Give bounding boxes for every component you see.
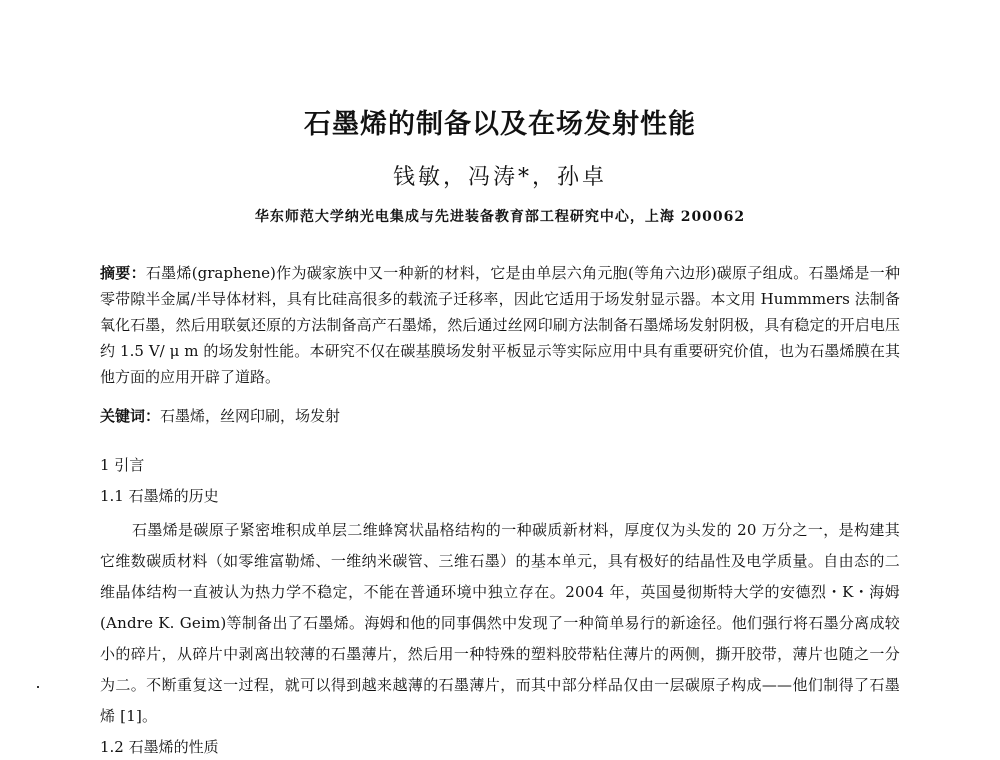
author-list: 钱敏，冯涛*，孙卓 bbox=[392, 165, 607, 190]
abstract bbox=[100, 260, 900, 390]
keywords-text: 石墨烯，丝网印刷，场发射 bbox=[160, 407, 341, 425]
keywords bbox=[100, 403, 900, 429]
abstract-label: 摘要： bbox=[100, 264, 146, 282]
abstract-text: 石墨烯(graphene)作为碳家族中又一种新的材料，它是由单层六角元胞(等角六边形)碳原子组成。石墨烯是一种零带隙半金属/半导体材料，具有比硅高很多的载流子迁移率，因此它适用于场发射显示器。本文用 Hummmers 法制备氧化石墨，然后用联氨还原的方法制备高产石墨烯，然后通过丝网印刷方法制备石墨烯场发射阴极，具有稳定的开启电压约 1.5 V/ μ m 的场发射性能。本研究不仅在碳基膜场发射平板显示等实际应用中具有重要研究价值，也为石墨烯膜在其他方面的应用开辟了道路。 bbox=[100, 264, 900, 386]
keywords-label: 关键词： bbox=[100, 407, 161, 425]
section-heading-introduction: 1 引言 bbox=[100, 456, 145, 474]
affiliation: 华东师范大学纳光电集成与先进装备教育部工程研究中心，上海 200062 bbox=[254, 209, 746, 225]
scan-speck bbox=[37, 686, 39, 688]
subsection-heading-history: 1.1 石墨烯的历史 bbox=[100, 487, 219, 505]
subsection-heading-properties: 1.2 石墨烯的性质 bbox=[100, 738, 219, 756]
paper-title: 石墨烯的制备以及在场发射性能 bbox=[304, 109, 696, 140]
history-paragraph-text: 石墨烯是碳原子紧密堆积成单层二维蜂窝状晶格结构的一种碳质新材料，厚度仅为头发的 20 万分之一，是构建其它维数碳质材料（如零维富勒烯、一维纳米碳管、三维石墨）的基本单元，具有极好的结晶性及电学质量。自由态的二维晶体结构一直被认为热力学不稳定，不能在普通环境中独立存在。2004 年，英国曼彻斯特大学的安德烈・K・海姆(Andre K. Geim)等制备出了石墨烯。海姆和他的同事偶然中发现了一种简单易行的新途径。他们强行将石墨分离成较小的碎片，从碎片中剥离出较薄的石墨薄片，然后用一种特殊的塑料胶带粘住薄片的两侧，撕开胶带，薄片也随之一分为二。不断重复这一过程，就可以得到越来越薄的石墨薄片，而其中部分样品仅由一层碳原子构成——他们制得了石墨烯 [1]。 bbox=[100, 521, 900, 725]
history-paragraph bbox=[100, 515, 900, 732]
